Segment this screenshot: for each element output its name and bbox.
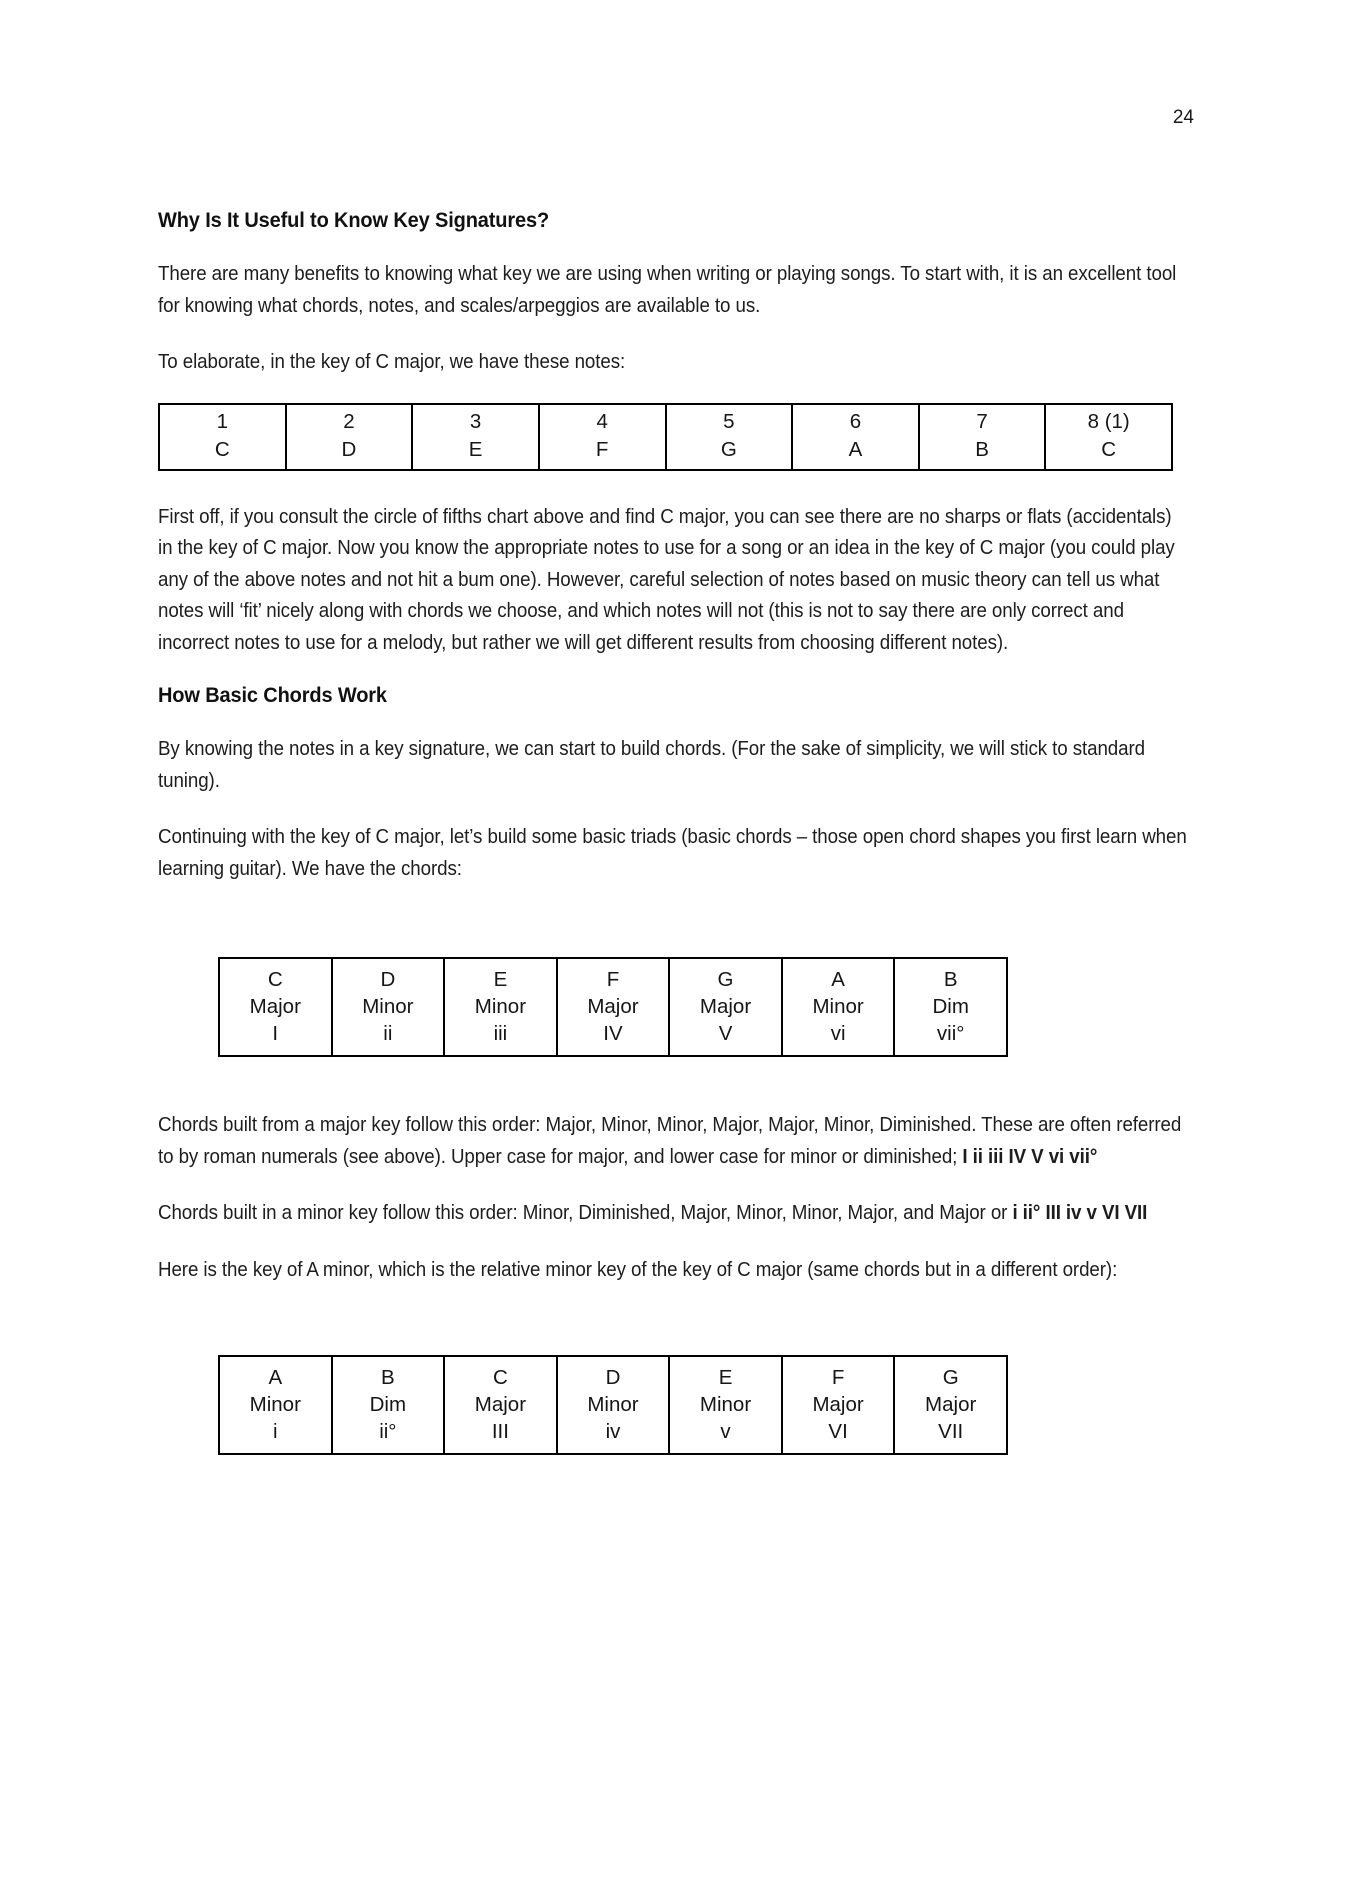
paragraph-minor-key-order <box>158 1197 1187 1229</box>
chord-quality: Minor <box>362 994 414 1018</box>
c-major-chords-table-container <box>158 957 1188 1057</box>
paragraph-benefits: There are many benefits to knowing what key we are using when writing or playing songs. To start with, it is an excellent tool for knowing what chords, notes, and scales/arpeggios are available to us. <box>158 262 1177 317</box>
paragraph-a-minor-intro: Here is the key of A minor, which is the relative minor key of the key of C major (same chords but in a different order): <box>158 1257 1118 1281</box>
spacer <box>158 1057 1188 1109</box>
chord-numeral: IV <box>603 1021 623 1045</box>
table-cell-chord-7 <box>894 1356 1007 1454</box>
table-cell-chord-1 <box>219 1356 332 1454</box>
paragraph-text: Chords built from a major key follow this order: Major, Minor, Minor, Major, Major, Minor, Diminished. These are often referred to by roman numerals (see above). Upper case for major, and lower case for minor or diminished; <box>158 1113 1182 1168</box>
chord-quality: Major <box>249 994 301 1018</box>
chord-root: B <box>381 1365 395 1389</box>
table-cell-chord-3 <box>444 958 557 1056</box>
page-content <box>158 208 1188 1455</box>
chord-quality: Dim <box>932 994 969 1018</box>
table-cell-chord-5 <box>669 958 782 1056</box>
notes-table-container <box>158 403 1188 471</box>
table-row <box>159 404 1172 470</box>
chord-numeral: I <box>272 1021 279 1045</box>
chord-numeral: ii <box>383 1021 393 1045</box>
a-minor-chords-table-container <box>158 1355 1188 1455</box>
chord-quality: Major <box>812 1392 864 1416</box>
chord-root: E <box>493 967 508 991</box>
table-cell-chord-6 <box>782 1356 895 1454</box>
chord-root: E <box>718 1365 733 1389</box>
note-name: G <box>720 438 737 461</box>
table-cell-chord-5 <box>669 1356 782 1454</box>
chord-numeral: vi <box>830 1021 846 1045</box>
table-cell-degree-2 <box>286 404 413 470</box>
table-cell-degree-5 <box>666 404 793 470</box>
chord-quality: Minor <box>699 1392 752 1416</box>
scale-degree: 7 <box>976 410 988 433</box>
table-cell-chord-2 <box>332 1356 445 1454</box>
chord-numeral: iv <box>605 1419 621 1443</box>
table-row <box>219 958 1007 1056</box>
c-major-chords-table <box>218 957 1008 1057</box>
chord-quality: Major <box>925 1392 977 1416</box>
chord-root: F <box>831 1365 845 1389</box>
scale-degree: 5 <box>723 410 735 433</box>
chord-root: B <box>943 967 958 991</box>
table-cell-chord-4 <box>557 958 670 1056</box>
scale-degree: 8 (1) <box>1087 410 1130 433</box>
chord-root: A <box>268 1365 283 1389</box>
table-cell-degree-7 <box>919 404 1046 470</box>
chord-numeral: VII <box>938 1419 964 1443</box>
chord-numeral: VI <box>828 1419 848 1443</box>
note-name: E <box>468 438 483 461</box>
chord-quality: Major <box>587 994 639 1018</box>
note-name: C <box>214 438 230 461</box>
heading-why-key-signatures: Why Is It Useful to Know Key Signatures? <box>158 208 550 232</box>
scale-degree: 3 <box>469 410 482 433</box>
chord-root: A <box>831 967 845 991</box>
table-row <box>219 1356 1007 1454</box>
chord-numeral: III <box>491 1419 509 1443</box>
chord-quality: Minor <box>474 994 527 1018</box>
chord-quality: Minor <box>587 1392 639 1416</box>
paragraph-major-key-order <box>158 1109 1187 1172</box>
table-cell-degree-4 <box>539 404 666 470</box>
a-minor-chords-table <box>218 1355 1008 1455</box>
chord-numeral: i <box>273 1419 278 1443</box>
paragraph-to-elaborate: To elaborate, in the key of C major, we have these notes: <box>158 350 626 373</box>
note-name: A <box>848 438 863 461</box>
table-cell-degree-8 <box>1045 404 1172 470</box>
scale-degree: 6 <box>849 410 862 433</box>
table-cell-chord-6 <box>782 958 895 1056</box>
chord-quality: Major <box>699 994 752 1018</box>
c-major-notes-table <box>158 403 1173 471</box>
table-cell-chord-2 <box>332 958 445 1056</box>
chord-numeral: V <box>718 1021 733 1045</box>
note-name: B <box>975 438 989 461</box>
roman-numerals-major: I ii iii IV V vi vii° <box>962 1144 1098 1168</box>
chord-quality: Dim <box>369 1392 407 1416</box>
note-name: D <box>341 438 357 461</box>
chord-numeral: vii° <box>936 1021 965 1045</box>
chord-numeral: v <box>720 1419 731 1443</box>
roman-numerals-minor: i ii° III iv v VI VII <box>1012 1201 1148 1224</box>
chord-root: D <box>380 967 396 991</box>
chord-root: F <box>606 967 620 991</box>
chord-root: G <box>942 1365 959 1389</box>
table-cell-chord-4 <box>557 1356 670 1454</box>
table-cell-degree-6 <box>792 404 919 470</box>
paragraph-by-knowing: By knowing the notes in a key signature, we can start to build chords. (For the sake of simplicity, we will stick to standard tuning). <box>158 737 1145 792</box>
paragraph-continuing: Continuing with the key of C major, let’s build some basic triads (basic chords – those open chord shapes you first learn when learning guitar). We have the chords: <box>158 825 1187 880</box>
spacer <box>158 909 1188 957</box>
scale-degree: 4 <box>596 410 608 433</box>
paragraph-first-off: First off, if you consult the circle of fifths chart above and find C major, you can see there are no sharps or flats (accidentals) in the key of C major. Now you know the appropriate notes to use for a song or an idea in the key of C major (you could play any of the above notes and not hit a bum one). However, careful selection of notes based on music theory can tell us what notes will ‘fit’ nicely along with chords we choose, and which notes will not (this is not to say there are only correct and incorrect notes to use for a melody, but rather we will get different results from choosing different notes). <box>158 504 1175 654</box>
chord-quality: Minor <box>812 994 864 1018</box>
chord-quality: Major <box>474 1392 527 1416</box>
chord-numeral: ii° <box>379 1419 397 1443</box>
table-cell-chord-1 <box>219 958 332 1056</box>
chord-root: C <box>267 967 283 991</box>
chord-quality: Minor <box>249 1392 301 1416</box>
table-cell-chord-3 <box>444 1356 557 1454</box>
note-name: C <box>1101 438 1117 461</box>
scale-degree: 2 <box>343 410 355 433</box>
paragraph-text: Chords built in a minor key follow this order: Minor, Diminished, Major, Minor, Minor, Major, and Major or <box>158 1201 1013 1224</box>
chord-numeral: iii <box>493 1021 508 1045</box>
page-number: 24 <box>1172 107 1194 128</box>
table-cell-degree-1 <box>159 404 286 470</box>
chord-root: G <box>717 967 734 991</box>
table-cell-degree-3 <box>412 404 539 470</box>
heading-how-basic-chords-work: How Basic Chords Work <box>158 683 387 707</box>
note-name: F <box>595 438 609 461</box>
chord-root: C <box>493 1365 508 1389</box>
table-cell-chord-7 <box>894 958 1007 1056</box>
scale-degree: 1 <box>216 410 229 433</box>
chord-root: D <box>605 1365 621 1389</box>
spacer <box>158 1310 1188 1355</box>
